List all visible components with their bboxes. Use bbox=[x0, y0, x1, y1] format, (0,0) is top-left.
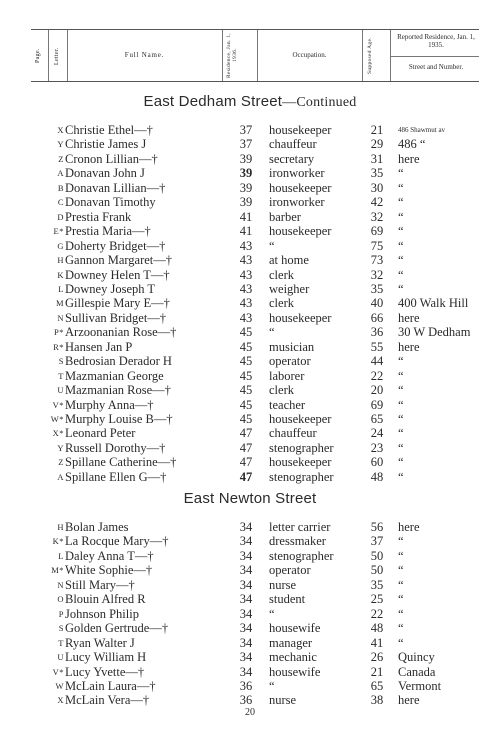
residence-column-label: Residence, Jan. 1, 1936. bbox=[226, 33, 238, 78]
resident-name: Gillespie Mary E—† bbox=[65, 296, 170, 311]
row-letter: R* bbox=[53, 341, 64, 352]
occupation: housekeeper bbox=[269, 123, 332, 137]
table-row bbox=[0, 340, 500, 354]
table-row bbox=[0, 398, 500, 412]
resident-name: McLain Vera—† bbox=[65, 693, 150, 708]
residence-number: 43 bbox=[239, 281, 253, 296]
table-row bbox=[0, 470, 500, 484]
table-row bbox=[0, 679, 500, 693]
reported-residence: “ bbox=[398, 397, 404, 412]
age: 32 bbox=[370, 267, 384, 282]
reported-residence: “ bbox=[398, 563, 404, 578]
occupation: housekeeper bbox=[269, 180, 332, 195]
row-letter: A bbox=[57, 168, 64, 179]
resident-name: Mazmanian George bbox=[65, 368, 164, 383]
row-letter: P bbox=[58, 608, 64, 619]
residence-number: 45 bbox=[239, 412, 253, 426]
row-letter: M* bbox=[51, 565, 64, 576]
page-column-label: Page. bbox=[35, 48, 41, 64]
occupation: student bbox=[269, 592, 306, 607]
residence-number: 47 bbox=[239, 426, 253, 441]
age: 35 bbox=[370, 577, 384, 592]
age: 36 bbox=[370, 325, 384, 340]
occupation: letter carrier bbox=[269, 520, 331, 534]
reported-residence: “ bbox=[398, 469, 404, 484]
resident-name: Murphy Louise B—† bbox=[65, 412, 173, 426]
table-row bbox=[0, 665, 500, 679]
occupation: weigher bbox=[269, 281, 310, 296]
reported-residence: “ bbox=[398, 577, 404, 592]
resident-name: Christie Ethel—† bbox=[65, 123, 153, 137]
occupation: stenographer bbox=[269, 440, 334, 455]
table-row bbox=[0, 650, 500, 664]
resident-name: Still Mary—† bbox=[65, 577, 135, 592]
occupation: clerk bbox=[269, 267, 294, 282]
row-letter: W bbox=[55, 680, 64, 691]
row-letter: X* bbox=[52, 428, 64, 439]
residence-number: 43 bbox=[239, 253, 253, 268]
row-letter: H bbox=[57, 522, 64, 532]
age: 24 bbox=[370, 426, 384, 441]
occupation: clerk bbox=[269, 296, 294, 311]
occupation: clerk bbox=[269, 383, 294, 398]
residence-number: 43 bbox=[239, 238, 253, 253]
reported-residence: here bbox=[398, 310, 420, 325]
section-title-east-dedham: East Dedham Street—Continued bbox=[143, 93, 357, 110]
reported-residence: 486 Shawmut av bbox=[398, 126, 446, 134]
resident-name: Russell Dorothy—† bbox=[65, 440, 166, 455]
resident-name: Gannon Margaret—† bbox=[65, 253, 173, 268]
table-row bbox=[0, 578, 500, 592]
residence-number: 34 bbox=[239, 650, 253, 665]
resident-name: Prestia Maria—† bbox=[65, 224, 151, 239]
residence-number: 47 bbox=[239, 469, 253, 484]
age: 25 bbox=[370, 592, 384, 607]
age: 30 bbox=[370, 180, 384, 195]
row-letter: S bbox=[58, 356, 64, 367]
age: 50 bbox=[370, 563, 384, 578]
residence-number: 36 bbox=[239, 678, 253, 693]
occupation: barber bbox=[269, 209, 301, 224]
reported-residence: “ bbox=[398, 253, 404, 268]
reported-residence: Canada bbox=[398, 664, 436, 679]
residence-number: 34 bbox=[239, 621, 253, 636]
row-letter: D bbox=[57, 211, 64, 222]
reported-residence: “ bbox=[398, 548, 404, 563]
resident-name: White Sophie—† bbox=[65, 563, 153, 578]
age: 21 bbox=[370, 664, 384, 679]
age: 26 bbox=[370, 650, 384, 665]
age: 32 bbox=[370, 209, 384, 224]
age: 22 bbox=[370, 368, 384, 383]
age: 56 bbox=[370, 520, 384, 534]
occupation: operator bbox=[269, 563, 311, 578]
table-row bbox=[0, 268, 500, 282]
residence-number: 37 bbox=[239, 123, 253, 137]
residence-number: 45 bbox=[239, 368, 253, 383]
row-letter: S bbox=[58, 623, 64, 634]
residence-number: 45 bbox=[239, 354, 253, 369]
row-letter: O bbox=[57, 594, 64, 605]
occupation: housekeeper bbox=[269, 310, 332, 325]
age: 22 bbox=[370, 606, 384, 621]
residence-number: 34 bbox=[239, 563, 253, 578]
occupation: secretary bbox=[269, 151, 315, 166]
reported-residence: “ bbox=[398, 635, 404, 650]
table-row bbox=[0, 166, 500, 180]
occupation: musician bbox=[269, 339, 315, 354]
row-letter: U bbox=[57, 385, 64, 396]
resident-name: Daley Anna T—† bbox=[65, 548, 154, 563]
resident-name: Spillane Catherine—† bbox=[65, 455, 177, 470]
age: 35 bbox=[370, 166, 384, 181]
residence-number: 41 bbox=[239, 224, 253, 239]
reported-residence: “ bbox=[398, 426, 404, 441]
residence-number: 41 bbox=[239, 209, 253, 224]
reported-residence: here bbox=[398, 693, 420, 708]
full-name-column-label: Full Name. bbox=[124, 51, 165, 59]
residence-number: 45 bbox=[239, 325, 253, 340]
reported-residence: “ bbox=[398, 209, 404, 224]
table-row bbox=[0, 412, 500, 426]
residence-number: 34 bbox=[239, 520, 253, 534]
street-number-label: Street and Number. bbox=[408, 63, 464, 71]
resident-name: Downey Helen T—† bbox=[65, 267, 170, 282]
occupation: ironworker bbox=[269, 166, 325, 181]
row-letter: Z bbox=[58, 153, 64, 164]
age: 23 bbox=[370, 440, 384, 455]
row-letter: A bbox=[57, 471, 64, 482]
table-row bbox=[0, 441, 500, 455]
reported-residence: 400 Walk Hill bbox=[398, 296, 469, 311]
residence-number: 47 bbox=[239, 440, 253, 455]
age: 38 bbox=[370, 693, 384, 708]
resident-name: Sullivan Bridget—† bbox=[65, 310, 167, 325]
age: 40 bbox=[370, 296, 384, 311]
residence-number: 43 bbox=[239, 267, 253, 282]
occupation: operator bbox=[269, 354, 311, 369]
row-letter: C bbox=[57, 197, 64, 208]
age: 35 bbox=[370, 281, 384, 296]
age: 69 bbox=[370, 224, 384, 239]
residence-number: 43 bbox=[239, 296, 253, 311]
row-letter: T bbox=[58, 370, 64, 381]
reported-residence: “ bbox=[398, 592, 404, 607]
reported-residence: “ bbox=[398, 534, 404, 549]
row-letter: K bbox=[57, 269, 64, 280]
resident-name: Bedrosian Derador H bbox=[65, 354, 172, 369]
table-row bbox=[0, 181, 500, 195]
row-letter: H bbox=[57, 255, 64, 266]
resident-name: Cronon Lillian—† bbox=[65, 151, 158, 166]
resident-name: Arzoonanian Rose—† bbox=[65, 325, 177, 340]
occupation: manager bbox=[269, 635, 313, 650]
row-letter: X bbox=[57, 695, 64, 706]
reported-residence: here bbox=[398, 520, 420, 534]
residence-number: 45 bbox=[239, 339, 253, 354]
occupation: mechanic bbox=[269, 650, 317, 665]
occupation: “ bbox=[269, 606, 275, 621]
table-row bbox=[0, 607, 500, 621]
age: 73 bbox=[370, 253, 384, 268]
table-row bbox=[0, 520, 500, 534]
table-row bbox=[0, 253, 500, 267]
residence-number: 34 bbox=[239, 534, 253, 549]
table-row bbox=[0, 296, 500, 310]
residence-number: 37 bbox=[239, 137, 253, 152]
column-header bbox=[31, 29, 479, 82]
occupation: housekeeper bbox=[269, 412, 332, 426]
age: 65 bbox=[370, 678, 384, 693]
age: 60 bbox=[370, 455, 384, 470]
table-row bbox=[0, 195, 500, 209]
page-number: 20 bbox=[245, 707, 255, 718]
resident-name: La Rocque Mary—† bbox=[65, 534, 169, 549]
resident-name: Doherty Bridget—† bbox=[65, 238, 166, 253]
occupation: dressmaker bbox=[269, 534, 326, 549]
reported-residence: “ bbox=[398, 621, 404, 636]
row-letter: E* bbox=[53, 226, 64, 237]
occupation: stenographer bbox=[269, 548, 334, 563]
age: 31 bbox=[370, 151, 384, 166]
table-row bbox=[0, 693, 500, 707]
reported-residence: 486 “ bbox=[398, 137, 426, 152]
age: 75 bbox=[370, 238, 384, 253]
row-letter: P* bbox=[54, 327, 64, 338]
reported-residence-label: Reported Residence, Jan. 1, 1935. bbox=[397, 33, 475, 49]
resident-name: Christie James J bbox=[65, 137, 147, 152]
occupation: housewife bbox=[269, 621, 321, 636]
table-row bbox=[0, 210, 500, 224]
table-row bbox=[0, 534, 500, 548]
residence-number: 39 bbox=[239, 180, 253, 195]
row-letter: L bbox=[58, 550, 64, 561]
resident-name: Prestia Frank bbox=[65, 209, 132, 224]
row-letter: N bbox=[57, 312, 64, 323]
reported-residence: here bbox=[398, 339, 420, 354]
row-letter: B bbox=[57, 182, 64, 193]
age: 50 bbox=[370, 548, 384, 563]
reported-residence: “ bbox=[398, 281, 404, 296]
reported-residence: “ bbox=[398, 180, 404, 195]
age: 42 bbox=[370, 195, 384, 210]
occupation: housekeeper bbox=[269, 455, 332, 470]
residence-number: 34 bbox=[239, 548, 253, 563]
reported-residence: “ bbox=[398, 368, 404, 383]
table-row bbox=[0, 224, 500, 238]
age: 48 bbox=[370, 621, 384, 636]
resident-name: Ryan Walter J bbox=[65, 635, 135, 650]
occupation: housewife bbox=[269, 664, 321, 679]
reported-residence: “ bbox=[398, 383, 404, 398]
residence-number: 39 bbox=[239, 151, 253, 166]
row-letter: M bbox=[55, 298, 64, 309]
resident-name: Spillane Ellen G—† bbox=[65, 469, 167, 484]
row-letter: K* bbox=[52, 536, 64, 547]
resident-name: Golden Gertrude—† bbox=[65, 621, 169, 636]
table-row bbox=[0, 636, 500, 650]
row-letter: X bbox=[57, 125, 64, 135]
occupation: ironworker bbox=[269, 195, 325, 210]
residence-number: 39 bbox=[239, 166, 253, 181]
age: 66 bbox=[370, 310, 384, 325]
age: 69 bbox=[370, 397, 384, 412]
resident-name: Donavan John J bbox=[65, 166, 145, 181]
resident-name: Murphy Anna—† bbox=[65, 397, 154, 412]
letter-column-label: Letter. bbox=[54, 47, 60, 65]
residence-number: 45 bbox=[239, 383, 253, 398]
age: 41 bbox=[370, 635, 384, 650]
residence-number: 34 bbox=[239, 606, 253, 621]
row-letter: Z bbox=[58, 457, 64, 468]
reported-residence: “ bbox=[398, 354, 404, 369]
resident-name: Lucy William H bbox=[65, 650, 147, 665]
resident-name: Leonard Peter bbox=[65, 426, 136, 441]
table-row bbox=[0, 563, 500, 577]
resident-name: Blouin Alfred R bbox=[65, 592, 146, 607]
reported-residence: “ bbox=[398, 412, 404, 426]
residence-number: 47 bbox=[239, 455, 253, 470]
residence-number: 34 bbox=[239, 577, 253, 592]
table-row bbox=[0, 239, 500, 253]
reported-residence: here bbox=[398, 151, 420, 166]
resident-name: Donavan Lillian—† bbox=[65, 180, 166, 195]
resident-name: McLain Laura—† bbox=[65, 678, 156, 693]
resident-name: Lucy Yvette—† bbox=[65, 664, 145, 679]
occupation: at home bbox=[269, 253, 309, 268]
reported-residence: “ bbox=[398, 224, 404, 239]
table-row bbox=[0, 311, 500, 325]
residence-number: 36 bbox=[239, 693, 253, 708]
row-letter: N bbox=[57, 579, 64, 590]
resident-name: Donavan Timothy bbox=[65, 195, 156, 210]
residence-number: 34 bbox=[239, 635, 253, 650]
age: 20 bbox=[370, 383, 384, 398]
occupation: “ bbox=[269, 325, 275, 340]
row-letter: Y bbox=[57, 139, 64, 150]
age: 65 bbox=[370, 412, 384, 426]
occupation: housekeeper bbox=[269, 224, 332, 239]
table-row bbox=[0, 549, 500, 563]
occupation-column-label: Occupation. bbox=[292, 51, 327, 59]
table-row bbox=[0, 137, 500, 151]
resident-name: Bolan James bbox=[65, 520, 129, 534]
resident-name: Downey Joseph T bbox=[65, 281, 156, 296]
age: 21 bbox=[370, 123, 384, 137]
reported-residence: “ bbox=[398, 166, 404, 181]
reported-residence: 30 W Dedham bbox=[398, 325, 471, 340]
residence-number: 34 bbox=[239, 592, 253, 607]
table-row bbox=[0, 426, 500, 440]
residence-number: 45 bbox=[239, 397, 253, 412]
row-letter: G bbox=[57, 240, 64, 251]
reported-residence: “ bbox=[398, 267, 404, 282]
age: 55 bbox=[370, 339, 384, 354]
age: 44 bbox=[370, 354, 384, 369]
residence-number: 39 bbox=[239, 195, 253, 210]
occupation: “ bbox=[269, 678, 275, 693]
reported-residence: “ bbox=[398, 238, 404, 253]
reported-residence: “ bbox=[398, 455, 404, 470]
occupation: chauffeur bbox=[269, 137, 317, 152]
row-letter: U bbox=[57, 652, 64, 663]
resident-name: Hansen Jan P bbox=[65, 339, 133, 354]
age: 37 bbox=[370, 534, 384, 549]
occupation: nurse bbox=[269, 577, 297, 592]
row-letter: T bbox=[58, 637, 64, 648]
age-column-label: Supposed Age. bbox=[367, 37, 373, 75]
reported-residence: “ bbox=[398, 195, 404, 210]
section-title-east-newton: East Newton Street bbox=[183, 490, 317, 507]
table-row bbox=[0, 621, 500, 635]
reported-residence: Quincy bbox=[398, 650, 435, 665]
row-letter: L bbox=[58, 283, 64, 294]
resident-name: Johnson Philip bbox=[65, 606, 139, 621]
occupation: nurse bbox=[269, 693, 297, 708]
row-letter: Y bbox=[57, 442, 64, 453]
residence-number: 34 bbox=[239, 664, 253, 679]
table-row bbox=[0, 325, 500, 339]
row-letter: V* bbox=[52, 666, 64, 677]
table-row bbox=[0, 152, 500, 166]
residence-number: 43 bbox=[239, 310, 253, 325]
reported-residence: “ bbox=[398, 440, 404, 455]
table-row bbox=[0, 123, 500, 137]
table-row bbox=[0, 383, 500, 397]
age: 29 bbox=[370, 137, 384, 152]
age: 48 bbox=[370, 469, 384, 484]
occupation: chauffeur bbox=[269, 426, 317, 441]
table-row bbox=[0, 282, 500, 296]
table-row bbox=[0, 592, 500, 606]
row-letter: W* bbox=[50, 414, 64, 424]
reported-residence: Vermont bbox=[398, 678, 442, 693]
reported-residence: “ bbox=[398, 606, 404, 621]
table-row bbox=[0, 354, 500, 368]
occupation: stenographer bbox=[269, 469, 334, 484]
table-row bbox=[0, 455, 500, 469]
resident-name: Mazmanian Rose—† bbox=[65, 383, 171, 398]
occupation: “ bbox=[269, 238, 275, 253]
occupation: laborer bbox=[269, 368, 305, 383]
occupation: teacher bbox=[269, 397, 306, 412]
row-letter: V* bbox=[52, 399, 64, 410]
table-row bbox=[0, 369, 500, 383]
